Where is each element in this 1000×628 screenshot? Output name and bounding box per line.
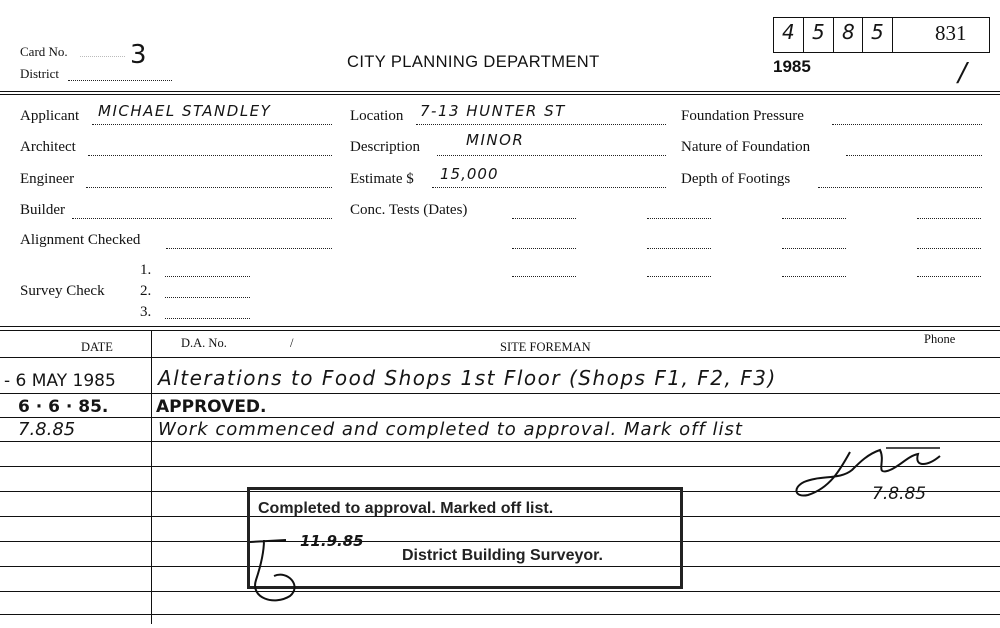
conc-line: [512, 276, 576, 277]
entry-2-text: APPROVED.: [156, 397, 267, 417]
log-top-rule: [0, 326, 1000, 327]
ref-mark: /: [958, 58, 967, 88]
log-row-rule: [0, 393, 1000, 394]
ref-box-1: 4: [782, 20, 795, 44]
nature-foundation-line: [846, 155, 982, 156]
da-header: D.A. No.: [181, 336, 227, 350]
depth-footings-label: Depth of Footings: [681, 171, 791, 187]
stamp-handwritten-date: 11.9.85: [300, 532, 364, 550]
survey-line-3: [165, 318, 250, 319]
entry-2-date: 6 · 6 · 85.: [18, 397, 109, 417]
foundation-pressure-label: Foundation Pressure: [681, 108, 804, 124]
description-label: Description: [350, 139, 420, 155]
conc-line: [512, 218, 576, 219]
card-no-value: 3: [130, 40, 147, 70]
phone-header: Phone: [924, 332, 956, 346]
conc-line: [917, 276, 981, 277]
survey-line-2: [165, 297, 250, 298]
district-line: [68, 80, 172, 81]
stamp-line-1: Completed to approval. Marked off list.: [258, 500, 554, 517]
entry-1-date: - 6 MAY 1985: [4, 371, 116, 391]
conc-line: [647, 276, 711, 277]
builder-line: [72, 218, 332, 219]
ref-box-3: 8: [842, 20, 855, 44]
nature-foundation-label: Nature of Foundation: [681, 139, 811, 155]
ref-divider: [803, 18, 804, 52]
entry-3-date: 7.8.85: [18, 419, 76, 440]
ref-divider: [862, 18, 863, 52]
survey-num-1: 1.: [140, 262, 152, 278]
entry-3-text: Work commenced and completed to approval. Mark off list: [158, 419, 743, 440]
estimate-label: Estimate $: [350, 171, 414, 187]
log-row-rule: [0, 357, 1000, 358]
year: 1985: [773, 57, 811, 76]
alignment-label: Alignment Checked: [20, 232, 141, 248]
applicant-line: [92, 124, 332, 125]
architect-line: [88, 155, 332, 156]
location-value: 7-13 HUNTER ST: [420, 102, 566, 120]
conc-line: [917, 248, 981, 249]
page-title: CITY PLANNING DEPARTMENT: [347, 53, 600, 71]
stamp-initials: [244, 528, 314, 608]
stamp-line-2: District Building Surveyor.: [402, 547, 603, 564]
ref-number: 831: [935, 21, 967, 45]
engineer-label: Engineer: [20, 171, 75, 187]
conc-tests-label: Conc. Tests (Dates): [350, 202, 468, 218]
survey-num-2: 2.: [140, 283, 152, 299]
applicant-label: Applicant: [20, 108, 80, 124]
conc-line: [512, 248, 576, 249]
depth-footings-line: [818, 187, 982, 188]
applicant-value: MICHAEL STANDLEY: [98, 102, 272, 120]
builder-label: Builder: [20, 202, 65, 218]
architect-label: Architect: [20, 139, 76, 155]
card-no-label: Card No.: [20, 44, 68, 59]
description-line: [437, 155, 666, 156]
conc-line: [917, 218, 981, 219]
date-header: DATE: [81, 340, 113, 354]
card-no-line: [80, 56, 125, 57]
conc-line: [782, 218, 846, 219]
foundation-pressure-line: [832, 124, 982, 125]
date-column-divider: [151, 331, 152, 624]
header-rule: [0, 91, 1000, 92]
da-slash: /: [290, 336, 294, 350]
ref-box-2: 5: [812, 20, 825, 44]
location-line: [416, 124, 666, 125]
ref-divider: [833, 18, 834, 52]
survey-line-1: [165, 276, 250, 277]
log-top-rule-2: [0, 330, 1000, 331]
estimate-value: 15,000: [440, 165, 499, 183]
conc-line: [782, 248, 846, 249]
foreman-header: SITE FOREMAN: [500, 340, 591, 354]
conc-line: [647, 218, 711, 219]
log-row-rule: [0, 591, 1000, 592]
conc-line: [647, 248, 711, 249]
ref-divider: [892, 18, 893, 52]
ref-box-4: 5: [871, 20, 884, 44]
survey-num-3: 3.: [140, 304, 152, 320]
entry-1-text: Alterations to Food Shops 1st Floor (Shops F1, F2, F3): [158, 366, 777, 390]
signature-date: 7.8.85: [872, 484, 927, 504]
alignment-line: [166, 248, 332, 249]
description-value: MINOR: [466, 131, 525, 149]
header-rule-2: [0, 94, 1000, 95]
district-label: District: [20, 66, 59, 81]
log-row-rule: [0, 417, 1000, 418]
location-label: Location: [350, 108, 404, 124]
log-row-rule: [0, 614, 1000, 615]
conc-line: [782, 276, 846, 277]
estimate-line: [432, 187, 666, 188]
survey-label: Survey Check: [20, 283, 105, 299]
engineer-line: [86, 187, 332, 188]
